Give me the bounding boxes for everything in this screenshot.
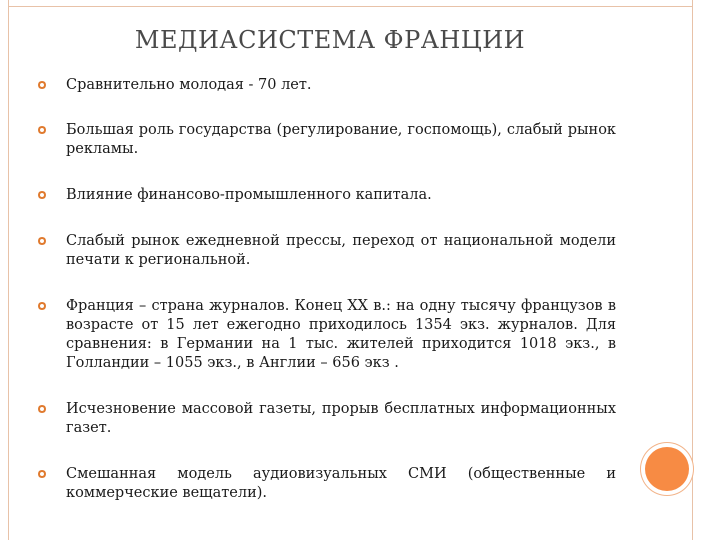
frame-border-top: [8, 6, 692, 7]
bullet-list: [36, 76, 616, 503]
bullet-text: Большая роль государства (регулирование, госпомощь), слабый рынок рекламы.: [66, 122, 616, 157]
bullet-icon: [36, 79, 48, 91]
bullet-icon: [36, 403, 48, 415]
bullet-icon: [36, 189, 48, 201]
frame-border-left: [8, 0, 9, 540]
bullet-icon: [36, 300, 48, 312]
bullet-icon: [36, 235, 48, 247]
bullet-text: Смешанная модель аудиовизуальных СМИ (общественные и коммерческие вещатели).: [66, 466, 616, 501]
bullet-item: [36, 400, 616, 438]
bullet-icon: [36, 468, 48, 480]
bullet-item: [36, 121, 616, 159]
bullet-text: Сравнительно молодая - 70 лет.: [66, 77, 312, 93]
frame-border-right: [692, 0, 693, 540]
bullet-text: Слабый рынок ежедневной прессы, переход от национальной модели печати к региональной.: [66, 233, 616, 268]
bullet-icon: [36, 124, 48, 136]
bullet-item: [36, 465, 616, 503]
slide-title: МЕДИАСИСТЕМА ФРАНЦИИ: [134, 26, 526, 54]
orange-circle-icon: [645, 447, 689, 491]
bullet-text: Франция – страна журналов. Конец XX в.: на одну тысячу французов в возрасте от 15 лет ежегодно приходилось 1354 экз. журналов. Для сравнения: в Германии на 1 тыс. жителей приходится 1018 экз., в Голландии – 1055 экз., в Англии – 656 экз .: [66, 298, 616, 371]
bullet-text: Исчезновение массовой газеты, прорыв бесплатных информационных газет.: [66, 401, 616, 436]
bullet-item: [36, 76, 616, 95]
bullet-item: [36, 297, 616, 373]
bullet-item: [36, 232, 616, 270]
bullet-item: [36, 186, 616, 205]
bullet-text: Влияние финансово-промышленного капитала.: [66, 187, 432, 203]
